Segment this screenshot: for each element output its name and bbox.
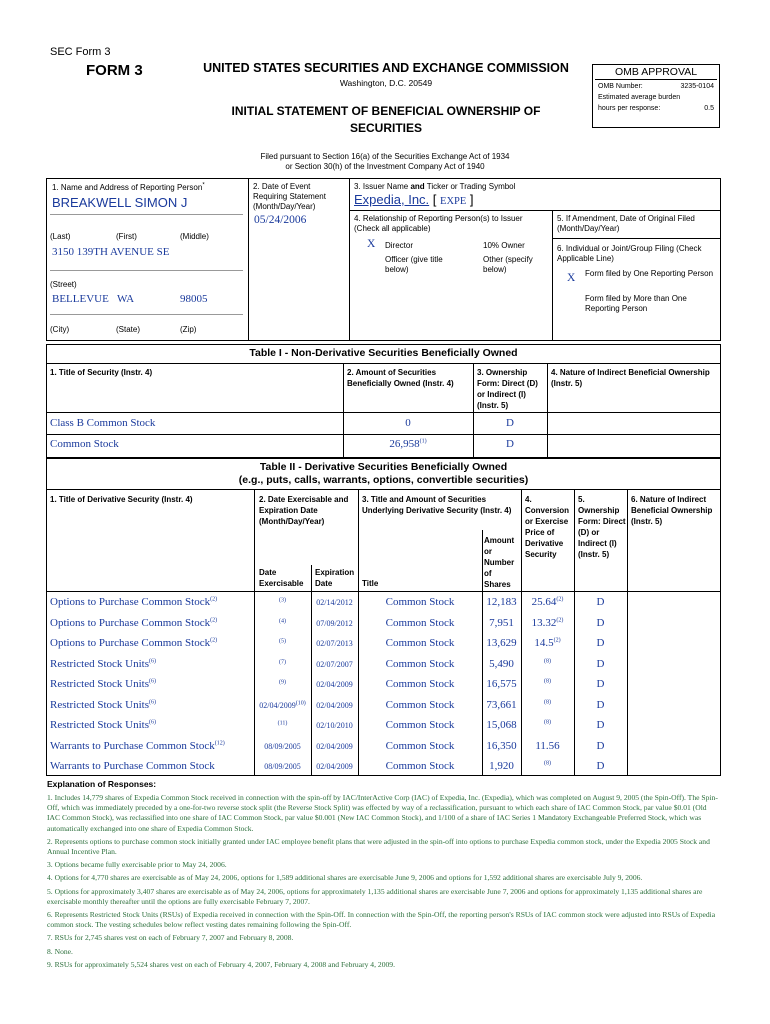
- t2-expiration-date: 02/07/2013: [316, 639, 353, 648]
- t2-underlying-title: Common Stock: [385, 637, 455, 649]
- t2-title-text: Restricted Stock Units: [50, 719, 149, 731]
- ticker-close: ]: [469, 192, 474, 207]
- t2-security-title: [50, 596, 217, 608]
- t2-amount: 7,951: [489, 616, 514, 629]
- t2-col2-expiration: Expiration Date: [315, 568, 355, 588]
- explanation-note: 8. None.: [47, 946, 73, 956]
- director-checkmark: X: [367, 238, 376, 250]
- t2-exer-footnote: (5): [279, 638, 286, 645]
- box1-label: [52, 183, 205, 193]
- t2-amount: 13,629: [486, 637, 517, 649]
- t2-title-text: Restricted Stock Units: [50, 698, 149, 711]
- t2-title-footnote: (2): [210, 637, 218, 644]
- filed-pursuant-line-1: Filed pursuant to Section 16(a) of the Securities Exchange Act of 1934: [260, 152, 510, 161]
- t1-col1-header: 1. Title of Security (Instr. 4): [50, 368, 153, 377]
- t2-date-exercisable: [254, 619, 311, 628]
- more-person-label: Form filed by More than One Reporting Person: [585, 294, 687, 313]
- t2-date-exercisable: [254, 762, 311, 771]
- table-row: [46, 633, 721, 654]
- t2-col3-header: 3. Title and Amount of Securities Underlying Derivative Security (Instr. 4): [362, 495, 512, 515]
- city-value: BELLEVUE: [52, 293, 109, 305]
- explanation-note: 4. Options for 4,770 shares are exercisable as of May 24, 2006, options for 1,589 additional shares are exercisable June 9, 2006 and options for 1,592 additional shares are exercisable July 9, 2006.: [47, 873, 643, 883]
- t2-underlying-title: Common Stock: [385, 739, 455, 752]
- agency-location: Washington, D.C. 20549: [339, 78, 433, 88]
- t2-price: [521, 740, 574, 752]
- t1-row2-amount-value: 26,958: [389, 438, 420, 450]
- box5-label-2: (Month/Day/Year): [557, 224, 620, 233]
- t1-col2-header: 2. Amount of Securities Beneficially Owned (Instr. 4): [347, 368, 454, 388]
- t2-expiration-date: 02/04/2009: [316, 741, 353, 751]
- t2-col4-header: 4. Conversion or Exercise Price of Derivative Security: [525, 495, 570, 559]
- explanation-note: 9. RSUs for approximately 5,524 shares vest on each of February 4, 2007, February 4, 2008 and February 4, 2009.: [47, 959, 395, 969]
- ticker-symbol: EXPE: [440, 196, 467, 207]
- t2-title-text: Options to Purchase Common Stock: [50, 616, 211, 629]
- t2-price-footnote: (2): [556, 616, 564, 623]
- t2-ownership-form: D: [596, 698, 605, 711]
- t2-underlying-title: Common Stock: [385, 698, 455, 711]
- t2-price-value: 13.32: [531, 616, 557, 629]
- t2-security-title: [50, 617, 217, 629]
- box1-label-text: 1. Name and Address of Reporting Person: [52, 183, 203, 192]
- director-label: Director: [385, 241, 414, 250]
- t1-row2-footnote: (1): [419, 438, 427, 445]
- box6-label-2: Applicable Line): [557, 254, 614, 263]
- t2-title-footnote: (2): [210, 616, 218, 623]
- t2-ownership-form: D: [596, 739, 605, 752]
- table-row: [46, 613, 721, 634]
- t2-price-value: 14.5: [534, 637, 554, 649]
- t2-underlying-title: Common Stock: [385, 616, 455, 629]
- omb-number-label: OMB Number:: [598, 83, 643, 90]
- t2-underlying-title: Common Stock: [385, 678, 455, 690]
- t2-amount: 15,068: [486, 719, 517, 731]
- t2-amount: 73,661: [486, 698, 517, 711]
- sec-form-label: SEC Form 3: [50, 46, 111, 58]
- t2-price-value: 11.56: [535, 739, 560, 752]
- table-2-title: Table II - Derivative Securities Beneficially Owned: [259, 461, 508, 473]
- middle-label: (Middle): [180, 232, 209, 241]
- t2-price: [521, 760, 574, 772]
- filed-pursuant-line-2: or Section 30(h) of the Investment Company Act of 1940: [285, 162, 485, 171]
- t2-title-footnote: (2): [210, 596, 218, 603]
- t2-underlying-title: Common Stock: [385, 760, 455, 772]
- box3-label: [354, 182, 515, 192]
- t2-amount: 16,575: [486, 678, 517, 690]
- t2-amount: 1,920: [489, 760, 514, 772]
- t2-col3-amount: Amount or Number of Shares: [484, 536, 515, 589]
- street-label: (Street): [50, 280, 77, 289]
- t2-security-title: [50, 760, 215, 772]
- box2-label: [253, 182, 347, 212]
- t1-row1-amount: 0: [405, 417, 411, 429]
- explanation-note: 2. Represents options to purchase common stock initially granted under IAC employee benefit plans that were adjusted in the spin-off into options to purchase Expedia common stock, under the Expedia 2005 Stock and Annual Incentive Plan.: [47, 836, 710, 857]
- explanation-notes: [47, 793, 719, 970]
- table-row: [46, 756, 721, 777]
- box4-label: [354, 214, 523, 234]
- t2-amount: 5,490: [489, 657, 514, 670]
- omb-number-value: 3235-0104: [680, 83, 714, 90]
- t2-date-exercisable: [254, 742, 311, 751]
- t2-price-footnote: (8): [544, 698, 551, 705]
- t2-price: [521, 658, 574, 670]
- omb-hours-value: 0.5: [704, 105, 714, 112]
- t2-title-text: Options to Purchase Common Stock: [50, 637, 211, 649]
- t2-title-footnote: (6): [149, 678, 156, 685]
- table-2-subtitle: (e.g., puts, calls, warrants, options, convertible securities): [238, 474, 529, 486]
- explanation-note: 5. Options for approximately 3,407 shares are exercisable as of May 24, 2006, options for approximately 1,135 additional shares are exercisable June 7, 2006 and options for approximately 1,135 additional shares are exercisable monthly thereafter until the options are fully exercisable February 7, 2007.: [47, 886, 703, 906]
- t2-title-text: Options to Purchase Common Stock: [50, 596, 211, 608]
- table-1-title: Table I - Non-Derivative Securities Beneficially Owned: [249, 347, 518, 359]
- omb-title: OMB APPROVAL: [595, 65, 717, 80]
- city-label: (City): [50, 325, 70, 334]
- t1-row2-amount: [343, 438, 473, 450]
- t2-exer-value: 08/09/2005: [264, 762, 301, 771]
- explanation-section: [47, 779, 719, 973]
- officer-label: Officer (give title below): [385, 255, 443, 274]
- explanation-heading: Explanation of Responses:: [47, 779, 157, 789]
- t2-underlying-title: Common Stock: [385, 719, 455, 731]
- box4-label-2: (Check all applicable): [354, 224, 431, 233]
- t2-title-text: Warrants to Purchase Common Stock: [50, 739, 215, 752]
- t2-date-exercisable: [254, 680, 311, 689]
- table-row: [46, 715, 721, 736]
- reporting-person-name: BREAKWELL SIMON J: [52, 195, 188, 210]
- t2-expiration-date: 02/07/2007: [316, 659, 353, 669]
- t2-ownership-form: D: [596, 637, 605, 649]
- explanation-note: 1. Includes 14,779 shares of Expedia Common Stock received in connection with the spin-off by IAC/InterActive Corp (IAC) of Expedia, Inc. (Expedia), which was completed on August 9, 2005 (the Spin-Off). The Spin-Off, which was immediately preceded by a one-for-two reverse stock split (the Reverse Stock Split) was effected by way of a reclassification, pursuant to which each share of IAC Common Stock, par value $0.01 (Old IAC Common Stock), was reclassified into one share of IAC Common Stock, par value $0.001 (New IAC Common Stock), and 1/100 of a share of IAC Series 1 Mandatory Exchangeable Preferred Stock, which was automatically exchanged into one share of Expedia Common Stock.: [47, 793, 718, 833]
- box2-label-3: (Month/Day/Year): [253, 202, 316, 211]
- box4-label-1: 4. Relationship of Reporting Person(s) to Issuer: [354, 214, 523, 223]
- t1-col4-header: 4. Nature of Indirect Beneficial Ownership (Instr. 5): [551, 368, 710, 388]
- t2-exer-footnote: (11): [277, 720, 288, 727]
- t2-security-title: [50, 740, 225, 752]
- t2-exer-footnote: (9): [279, 679, 286, 686]
- issuer-link[interactable]: Expedia, Inc.: [354, 192, 430, 207]
- t2-title-text: Restricted Stock Units: [50, 657, 149, 670]
- box3-label-pre: 3. Issuer Name: [354, 182, 411, 191]
- t2-expiration-date: 02/14/2012: [316, 598, 353, 607]
- t2-date-exercisable: [254, 721, 311, 730]
- t2-expiration-date: 02/04/2009: [316, 762, 353, 771]
- t2-col2-date-exercisable: Date Exercisable: [259, 568, 304, 588]
- table-row: [46, 674, 721, 695]
- t2-price: [521, 617, 574, 629]
- t1-row2-form: D: [506, 438, 514, 450]
- box3-label-post: Ticker or Trading Symbol: [424, 182, 516, 191]
- t2-date-exercisable: [254, 701, 311, 710]
- first-label: (First): [116, 232, 137, 241]
- event-date: 05/24/2006: [254, 214, 307, 226]
- explanation-note: 6. Represents Restricted Stock Units (RSUs) of Expedia received in connection with the Spin-Off. In connection with the Spin-Off, the reporting person's RSUs of IAC common stock were adjusted into RSUs of Expedia common stock. The vesting schedules below reflect vesting dates remaining following the Spin-Off.: [47, 910, 716, 930]
- t2-exer-footnote: (3): [279, 597, 286, 604]
- other-label: Other (specify below): [483, 255, 533, 274]
- form-number: FORM 3: [86, 62, 143, 79]
- t2-col3-title: Title: [362, 579, 379, 588]
- table-row: [46, 592, 721, 613]
- t2-security-title: [50, 658, 156, 670]
- last-label: (Last): [50, 232, 71, 241]
- table-2-title-block: [46, 461, 721, 487]
- t2-expiration-date: 02/04/2009: [316, 700, 353, 710]
- box6-label: [557, 244, 702, 264]
- t2-title-footnote: (6): [149, 698, 156, 705]
- box1-label-mark: *: [202, 182, 205, 189]
- state-label: (State): [116, 325, 141, 334]
- t2-price-footnote: (8): [544, 719, 551, 726]
- omb-approval-box: [592, 64, 720, 128]
- t2-date-exercisable: [254, 598, 311, 607]
- t2-price-footnote: (2): [556, 596, 564, 603]
- t2-price-footnote: (8): [544, 678, 551, 685]
- t1-row1-title: Class B Common Stock: [50, 417, 156, 429]
- t2-price: [521, 719, 574, 731]
- t2-price-footnote: (8): [544, 657, 551, 664]
- box6-label-1: 6. Individual or Joint/Group Filing (Check: [557, 244, 702, 253]
- explanation-note: 3. Options became fully exercisable prior to May 24, 2006.: [47, 860, 227, 870]
- t2-title-text: Warrants to Purchase Common Stock: [50, 760, 215, 772]
- t2-ownership-form: D: [596, 760, 605, 772]
- ticker-open: [: [432, 192, 437, 207]
- street-address: 3150 139TH AVENUE SE: [52, 246, 170, 258]
- t2-col6-header: 6. Nature of Indirect Beneficial Ownership (Instr. 5): [631, 495, 713, 526]
- zip-value: 98005: [180, 293, 208, 305]
- t2-security-title: [50, 699, 156, 711]
- t2-title-footnote: (6): [149, 657, 156, 664]
- t2-title-footnote: (6): [149, 719, 156, 726]
- t2-exer-footnote: (10): [295, 699, 306, 706]
- box2-label-1: 2. Date of Event: [253, 182, 311, 191]
- t2-price: [521, 596, 574, 608]
- t2-amount: 16,350: [486, 739, 517, 752]
- t2-underlying-title: Common Stock: [385, 657, 455, 670]
- table-row: [46, 695, 721, 716]
- state-value: WA: [117, 293, 135, 305]
- omb-hours-label: hours per response:: [598, 105, 661, 112]
- t2-col5-header: 5. Ownership Form: Direct (D) or Indirect (I) (Instr. 5): [578, 495, 626, 559]
- t2-date-exercisable: [254, 660, 311, 669]
- t1-row2-title: Common Stock: [50, 438, 119, 450]
- t2-security-title: [50, 678, 156, 690]
- t2-title-text: Restricted Stock Units: [50, 678, 149, 690]
- t2-title-footnote: (12): [214, 739, 225, 746]
- t2-expiration-date: 02/10/2010: [316, 721, 353, 730]
- box2-label-2: Requiring Statement: [253, 192, 326, 201]
- t2-exer-footnote: (7): [279, 658, 286, 665]
- t2-ownership-form: D: [596, 657, 605, 670]
- box5-label-1: 5. If Amendment, Date of Original Filed: [557, 214, 695, 223]
- t2-exer-value: 02/04/2009: [259, 700, 296, 710]
- t2-security-title: [50, 719, 156, 731]
- agency-name: UNITED STATES SECURITIES AND EXCHANGE COMMISSION: [203, 61, 569, 75]
- t2-ownership-form: D: [596, 616, 605, 629]
- table-row: [46, 654, 721, 675]
- t2-price-value: 25.64: [531, 596, 557, 608]
- box5-label: [557, 214, 695, 234]
- t2-price: [521, 637, 574, 649]
- t2-price: [521, 699, 574, 711]
- t2-price-footnote: (2): [553, 637, 561, 644]
- document-title: INITIAL STATEMENT OF BENEFICIAL OWNERSHIP OF SECURITIES: [231, 104, 541, 135]
- ten-percent-owner-label: 10% Owner: [483, 241, 525, 250]
- t2-exer-value: 08/09/2005: [264, 741, 301, 751]
- t1-row1-form: D: [506, 417, 514, 429]
- t2-exer-footnote: (4): [279, 617, 286, 624]
- zip-label: (Zip): [180, 325, 197, 334]
- t2-underlying-title: Common Stock: [385, 596, 455, 608]
- t2-ownership-form: D: [596, 596, 605, 608]
- t2-expiration-date: 02/04/2009: [316, 680, 353, 689]
- t2-price-footnote: (8): [544, 760, 551, 767]
- t2-col2-header: 2. Date Exercisable and Expiration Date (Month/Day/Year): [259, 495, 349, 526]
- filed-pursuant: [150, 152, 620, 172]
- t1-col3-header: 3. Ownership Form: Direct (D) or Indirect (I) (Instr. 5): [477, 368, 538, 410]
- t2-expiration-date: 07/09/2012: [316, 618, 353, 628]
- one-person-label: Form filed by One Reporting Person: [585, 269, 714, 278]
- one-person-checkmark: X: [567, 272, 576, 284]
- t2-ownership-form: D: [596, 678, 605, 690]
- t2-security-title: [50, 637, 217, 649]
- t2-amount: 12,183: [486, 596, 517, 608]
- issuer-line: [354, 192, 474, 207]
- omb-burden-label: Estimated average burden: [598, 94, 681, 101]
- t2-ownership-form: D: [596, 719, 605, 731]
- t2-date-exercisable: [254, 639, 311, 648]
- t2-col1-header: 1. Title of Derivative Security (Instr. 4): [50, 495, 193, 504]
- explanation-note: 7. RSUs for 2,745 shares vest on each of February 7, 2007 and February 8, 2008.: [47, 933, 294, 943]
- box3-label-and: and: [410, 182, 425, 191]
- table-row: [46, 736, 721, 757]
- t2-price: [521, 678, 574, 690]
